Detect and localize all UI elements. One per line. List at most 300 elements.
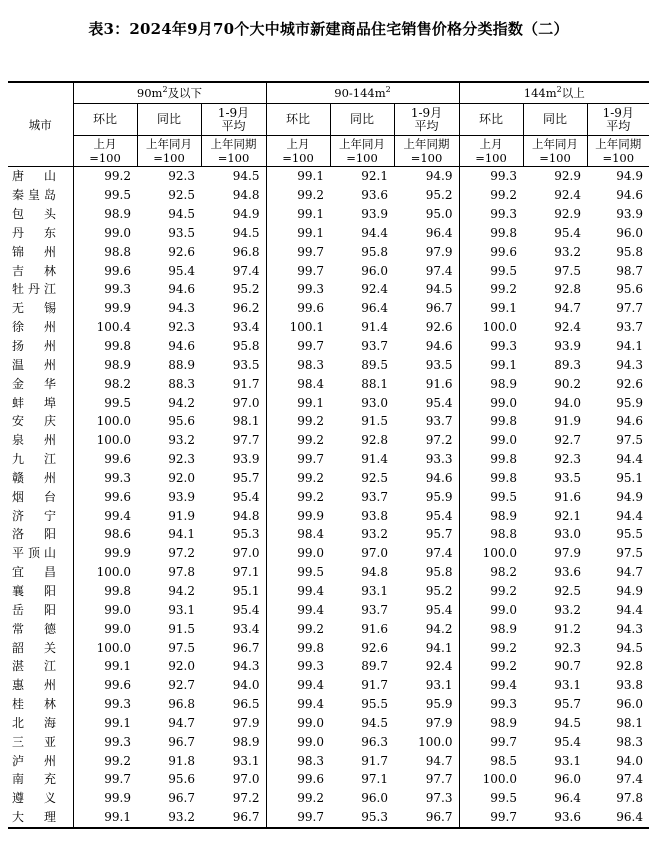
value-cell: 94.9 xyxy=(616,583,643,598)
value-cell: 97.9 xyxy=(554,546,581,561)
value-cell: 97.5 xyxy=(616,433,643,448)
value-cell: 94.7 xyxy=(425,753,453,768)
value-cell: 94.1 xyxy=(616,339,643,354)
value-cell: 99.3 xyxy=(73,469,137,488)
value-cell: 99.3 xyxy=(459,695,523,714)
value-cell: 99.4 xyxy=(266,676,330,695)
value-cell: 98.9 xyxy=(459,374,523,393)
value-cell: 98.7 xyxy=(616,263,643,278)
group-header-large: $144m^2$以上 xyxy=(459,82,649,104)
value-cell: 100.0 xyxy=(73,638,137,657)
value-cell: 93.1 xyxy=(168,602,195,617)
city-cell: 九 江 xyxy=(12,452,56,467)
value-cell: 100.0 xyxy=(73,431,137,450)
value-cell: 99.8 xyxy=(459,469,523,488)
table-row xyxy=(8,789,649,808)
value-cell: 99.9 xyxy=(73,299,137,318)
value-cell: 98.9 xyxy=(459,619,523,638)
value-cell: 91.6 xyxy=(554,489,581,504)
value-cell: 99.6 xyxy=(73,450,137,469)
city-cell: 三 亚 xyxy=(12,734,56,749)
value-cell: 100.0 xyxy=(73,563,137,582)
table-row xyxy=(8,732,649,751)
value-cell: 99.2 xyxy=(459,280,523,299)
value-cell: 96.0 xyxy=(361,791,388,806)
city-cell: 秦 皇 岛 xyxy=(12,188,56,203)
value-cell: 99.7 xyxy=(266,242,330,261)
value-cell: 95.6 xyxy=(616,282,643,297)
value-cell: 99.5 xyxy=(459,789,523,808)
value-cell: 96.7 xyxy=(168,791,195,806)
value-cell: 93.9 xyxy=(616,207,643,222)
value-cell: 93.6 xyxy=(554,565,581,580)
table-row xyxy=(8,261,649,280)
value-cell: 99.0 xyxy=(73,224,137,243)
value-cell: 95.9 xyxy=(425,697,453,712)
value-cell: 99.7 xyxy=(266,450,330,469)
value-cell: 93.2 xyxy=(554,244,581,259)
value-cell: 93.5 xyxy=(425,357,453,372)
value-cell: 97.2 xyxy=(232,791,260,806)
city-cell: 温 州 xyxy=(12,357,56,372)
value-cell: 93.1 xyxy=(232,753,260,768)
value-cell: 94.5 xyxy=(616,640,643,655)
value-cell: 96.3 xyxy=(361,734,388,749)
value-cell: 94.9 xyxy=(616,489,643,504)
value-cell: 92.1 xyxy=(361,169,388,184)
value-cell: 93.5 xyxy=(232,357,260,372)
city-cell: 襄 阳 xyxy=(12,583,56,598)
value-cell: 99.9 xyxy=(73,789,137,808)
value-cell: 89.3 xyxy=(554,357,581,372)
value-cell: 97.7 xyxy=(425,772,453,787)
value-cell: 93.6 xyxy=(361,188,388,203)
value-cell: 92.4 xyxy=(554,320,581,335)
value-cell: 94.2 xyxy=(425,621,453,636)
value-cell: 99.2 xyxy=(459,638,523,657)
value-cell: 99.3 xyxy=(73,695,137,714)
value-cell: 94.0 xyxy=(616,753,643,768)
value-cell: 92.5 xyxy=(361,470,388,485)
metric-header: 1-9月 平均 xyxy=(201,104,266,136)
value-cell: 99.9 xyxy=(73,544,137,563)
city-cell: 包 头 xyxy=(12,207,56,222)
table-title: 表3：2024年9月70个大中城市新建商品住宅销售价格分类指数（二） xyxy=(88,20,569,38)
value-cell: 99.8 xyxy=(459,412,523,431)
value-cell: 95.6 xyxy=(168,414,195,429)
value-cell: 99.2 xyxy=(459,582,523,601)
value-cell: 99.0 xyxy=(266,732,330,751)
table-row xyxy=(8,487,649,506)
value-cell: 100.1 xyxy=(266,318,330,337)
value-cell: 96.4 xyxy=(425,225,453,240)
value-cell: 99.1 xyxy=(266,393,330,412)
value-cell: 91.2 xyxy=(554,621,581,636)
value-cell: 99.0 xyxy=(266,713,330,732)
value-cell: 94.5 xyxy=(554,715,581,730)
table-row xyxy=(8,676,649,695)
value-cell: 94.6 xyxy=(168,282,195,297)
value-cell: 97.0 xyxy=(232,395,260,410)
value-cell: 97.3 xyxy=(425,791,453,806)
value-cell: 94.3 xyxy=(616,357,643,372)
value-cell: 92.9 xyxy=(554,207,581,222)
value-cell: 95.4 xyxy=(232,602,260,617)
value-cell: 99.4 xyxy=(73,506,137,525)
value-cell: 98.8 xyxy=(73,242,137,261)
value-cell: 98.3 xyxy=(266,355,330,374)
value-cell: 97.0 xyxy=(232,546,260,561)
value-cell: 94.7 xyxy=(616,565,643,580)
value-cell: 92.3 xyxy=(554,640,581,655)
city-column-header: 城市 xyxy=(28,117,52,132)
value-cell: 99.0 xyxy=(459,393,523,412)
value-cell: 93.7 xyxy=(361,602,388,617)
value-cell: 94.0 xyxy=(232,678,260,693)
value-cell: 93.1 xyxy=(361,583,388,598)
value-cell: 93.2 xyxy=(168,810,195,825)
value-cell: 95.4 xyxy=(554,225,581,240)
value-cell: 94.0 xyxy=(554,395,581,410)
value-cell: 88.1 xyxy=(361,376,388,391)
value-cell: 93.9 xyxy=(554,339,581,354)
value-cell: 96.7 xyxy=(232,810,260,825)
city-cell: 南 充 xyxy=(12,772,56,787)
city-cell: 安 庆 xyxy=(12,414,56,429)
value-cell: 97.5 xyxy=(554,263,581,278)
value-cell: 95.7 xyxy=(554,697,581,712)
city-cell: 湛 江 xyxy=(12,659,56,674)
city-cell: 遵 义 xyxy=(12,791,56,806)
value-cell: 96.8 xyxy=(232,244,260,259)
value-cell: 93.3 xyxy=(425,452,453,467)
city-cell: 扬 州 xyxy=(12,339,56,354)
value-cell: 92.8 xyxy=(554,282,581,297)
table-row xyxy=(8,638,649,657)
value-cell: 93.2 xyxy=(554,602,581,617)
group-header-medium: $90-144m^2$ xyxy=(266,82,459,104)
value-cell: 99.1 xyxy=(459,355,523,374)
base-header: 上月 =100 xyxy=(459,136,523,167)
table-header xyxy=(8,82,649,167)
value-cell: 99.9 xyxy=(266,506,330,525)
value-cell: 99.7 xyxy=(459,808,523,828)
value-cell: 93.1 xyxy=(554,753,581,768)
value-cell: 97.1 xyxy=(232,565,260,580)
value-cell: 91.8 xyxy=(168,753,195,768)
value-cell: 99.2 xyxy=(266,789,330,808)
value-cell: 99.2 xyxy=(266,431,330,450)
value-cell: 93.5 xyxy=(554,470,581,485)
value-cell: 99.0 xyxy=(459,600,523,619)
value-cell: 94.2 xyxy=(168,583,195,598)
value-cell: 95.1 xyxy=(232,583,260,598)
value-cell: 94.1 xyxy=(425,640,453,655)
value-cell: 99.7 xyxy=(266,808,330,828)
value-cell: 99.3 xyxy=(266,280,330,299)
value-cell: 99.5 xyxy=(266,563,330,582)
value-cell: 98.9 xyxy=(73,355,137,374)
value-cell: 96.4 xyxy=(361,301,388,316)
value-cell: 91.7 xyxy=(361,678,388,693)
value-cell: 99.2 xyxy=(459,186,523,205)
value-cell: 96.7 xyxy=(425,301,453,316)
value-cell: 95.7 xyxy=(425,527,453,542)
value-cell: 94.5 xyxy=(361,715,388,730)
table-row xyxy=(8,751,649,770)
value-cell: 91.9 xyxy=(554,414,581,429)
value-cell: 100.0 xyxy=(459,318,523,337)
value-cell: 98.4 xyxy=(266,525,330,544)
value-cell: 98.5 xyxy=(459,751,523,770)
value-cell: 98.9 xyxy=(459,713,523,732)
value-cell: 92.3 xyxy=(554,452,581,467)
value-cell: 97.9 xyxy=(425,244,453,259)
city-cell: 常 德 xyxy=(12,621,56,636)
value-cell: 91.6 xyxy=(361,621,388,636)
value-cell: 99.2 xyxy=(266,487,330,506)
city-cell: 丹 东 xyxy=(12,225,56,240)
value-cell: 99.3 xyxy=(266,657,330,676)
value-cell: 97.4 xyxy=(425,546,453,561)
value-cell: 96.0 xyxy=(554,772,581,787)
value-cell: 94.4 xyxy=(616,452,643,467)
value-cell: 93.7 xyxy=(616,320,643,335)
value-cell: 93.2 xyxy=(361,527,388,542)
value-cell: 99.2 xyxy=(73,751,137,770)
value-cell: 99.1 xyxy=(73,713,137,732)
value-cell: 95.4 xyxy=(425,508,453,523)
value-cell: 94.5 xyxy=(232,225,260,240)
city-cell: 无 锡 xyxy=(12,301,56,316)
value-cell: 99.5 xyxy=(73,186,137,205)
value-cell: 95.9 xyxy=(425,489,453,504)
value-cell: 92.8 xyxy=(616,659,643,674)
value-cell: 97.7 xyxy=(616,301,643,316)
value-cell: 99.1 xyxy=(266,205,330,224)
value-cell: 94.2 xyxy=(168,395,195,410)
value-cell: 90.2 xyxy=(554,376,581,391)
table-row xyxy=(8,525,649,544)
city-cell: 洛 阳 xyxy=(12,527,56,542)
value-cell: 95.6 xyxy=(168,772,195,787)
value-cell: 96.7 xyxy=(232,640,260,655)
value-cell: 94.7 xyxy=(554,301,581,316)
value-cell: 95.4 xyxy=(425,602,453,617)
value-cell: 99.7 xyxy=(73,770,137,789)
value-cell: 98.2 xyxy=(73,374,137,393)
table-row xyxy=(8,393,649,412)
value-cell: 92.0 xyxy=(168,659,195,674)
value-cell: 99.8 xyxy=(73,337,137,356)
table-body xyxy=(8,167,649,828)
table-row xyxy=(8,657,649,676)
table-row xyxy=(8,808,649,828)
value-cell: 98.8 xyxy=(459,525,523,544)
value-cell: 99.0 xyxy=(266,544,330,563)
value-cell: 99.8 xyxy=(73,582,137,601)
value-cell: 95.8 xyxy=(232,339,260,354)
value-cell: 93.2 xyxy=(168,433,195,448)
value-cell: 97.2 xyxy=(168,546,195,561)
value-cell: 91.9 xyxy=(168,508,195,523)
value-cell: 93.7 xyxy=(361,339,388,354)
value-cell: 94.3 xyxy=(168,301,195,316)
value-cell: 91.6 xyxy=(425,376,453,391)
value-cell: 92.5 xyxy=(554,583,581,598)
value-cell: 91.4 xyxy=(361,320,388,335)
value-cell: 99.5 xyxy=(459,487,523,506)
value-cell: 97.8 xyxy=(168,565,195,580)
value-cell: 99.1 xyxy=(73,808,137,828)
value-cell: 98.3 xyxy=(266,751,330,770)
value-cell: 92.6 xyxy=(425,320,453,335)
value-cell: 99.4 xyxy=(266,600,330,619)
group-header-small: $90m^2$及以下 xyxy=(73,82,266,104)
base-header: 上年同月 =100 xyxy=(330,136,394,167)
value-cell: 99.3 xyxy=(459,337,523,356)
value-cell: 95.7 xyxy=(232,470,260,485)
value-cell: 93.7 xyxy=(361,489,388,504)
value-cell: 96.7 xyxy=(425,810,453,825)
value-cell: 98.4 xyxy=(266,374,330,393)
table-row xyxy=(8,450,649,469)
value-cell: 94.8 xyxy=(232,508,260,523)
value-cell: 94.6 xyxy=(616,188,643,203)
value-cell: 100.0 xyxy=(418,734,453,749)
value-cell: 96.8 xyxy=(168,697,195,712)
table-row xyxy=(8,600,649,619)
city-cell: 泸 州 xyxy=(12,753,56,768)
city-cell: 大 理 xyxy=(12,810,56,825)
value-cell: 97.4 xyxy=(425,263,453,278)
value-cell: 92.4 xyxy=(554,188,581,203)
table-row xyxy=(8,337,649,356)
value-cell: 95.8 xyxy=(616,244,643,259)
value-cell: 91.7 xyxy=(361,753,388,768)
value-cell: 93.8 xyxy=(361,508,388,523)
value-cell: 94.3 xyxy=(616,621,643,636)
value-cell: 99.1 xyxy=(459,299,523,318)
value-cell: 92.6 xyxy=(361,640,388,655)
value-cell: 94.4 xyxy=(616,508,643,523)
value-cell: 97.8 xyxy=(616,791,643,806)
value-cell: 99.7 xyxy=(266,337,330,356)
value-cell: 98.9 xyxy=(73,205,137,224)
table-row xyxy=(8,299,649,318)
value-cell: 95.0 xyxy=(425,207,453,222)
value-cell: 99.5 xyxy=(73,393,137,412)
value-cell: 100.0 xyxy=(459,770,523,789)
value-cell: 99.7 xyxy=(266,261,330,280)
table-row xyxy=(8,431,649,450)
value-cell: 93.1 xyxy=(554,678,581,693)
value-cell: 95.4 xyxy=(232,489,260,504)
value-cell: 94.1 xyxy=(168,527,195,542)
value-cell: 99.2 xyxy=(266,412,330,431)
value-cell: 95.2 xyxy=(425,583,453,598)
value-cell: 96.4 xyxy=(616,810,643,825)
value-cell: 99.8 xyxy=(459,450,523,469)
value-cell: 97.7 xyxy=(232,433,260,448)
value-cell: 92.7 xyxy=(168,678,195,693)
value-cell: 89.5 xyxy=(361,357,388,372)
value-cell: 93.9 xyxy=(232,452,260,467)
table-row xyxy=(8,619,649,638)
table-row xyxy=(8,205,649,224)
value-cell: 99.3 xyxy=(73,280,137,299)
base-header: 上年同期 =100 xyxy=(587,136,649,167)
metric-header: 同比 xyxy=(137,104,201,136)
city-cell: 北 海 xyxy=(12,715,56,730)
value-cell: 99.6 xyxy=(73,487,137,506)
value-cell: 99.6 xyxy=(266,299,330,318)
value-cell: 99.6 xyxy=(73,261,137,280)
table-row xyxy=(8,242,649,261)
value-cell: 99.5 xyxy=(459,261,523,280)
value-cell: 95.8 xyxy=(425,565,453,580)
value-cell: 99.4 xyxy=(266,582,330,601)
value-cell: 89.7 xyxy=(361,659,388,674)
value-cell: 94.4 xyxy=(616,602,643,617)
value-cell: 96.0 xyxy=(616,697,643,712)
table-row xyxy=(8,544,649,563)
table-row xyxy=(8,355,649,374)
value-cell: 99.4 xyxy=(459,676,523,695)
value-cell: 95.3 xyxy=(232,527,260,542)
metric-header: 1-9月 平均 xyxy=(587,104,649,136)
value-cell: 95.8 xyxy=(361,244,388,259)
value-cell: 94.8 xyxy=(361,565,388,580)
value-cell: 99.1 xyxy=(266,224,330,243)
value-cell: 99.6 xyxy=(73,676,137,695)
value-cell: 92.4 xyxy=(361,282,388,297)
city-cell: 泉 州 xyxy=(12,433,56,448)
value-cell: 98.9 xyxy=(459,506,523,525)
value-cell: 93.8 xyxy=(616,678,643,693)
value-cell: 92.7 xyxy=(554,433,581,448)
value-cell: 95.2 xyxy=(425,188,453,203)
value-cell: 97.1 xyxy=(361,772,388,787)
value-cell: 99.2 xyxy=(266,186,330,205)
value-cell: 93.9 xyxy=(361,207,388,222)
value-cell: 95.4 xyxy=(425,395,453,410)
value-cell: 97.4 xyxy=(616,772,643,787)
value-cell: 93.4 xyxy=(232,320,260,335)
value-cell: 93.4 xyxy=(232,621,260,636)
value-cell: 88.9 xyxy=(168,357,195,372)
value-cell: 93.9 xyxy=(168,489,195,504)
value-cell: 99.6 xyxy=(459,242,523,261)
city-cell: 唐 山 xyxy=(12,169,56,184)
value-cell: 97.5 xyxy=(168,640,195,655)
value-cell: 90.7 xyxy=(554,659,581,674)
table-row xyxy=(8,186,649,205)
value-cell: 94.6 xyxy=(616,414,643,429)
value-cell: 94.6 xyxy=(425,470,453,485)
value-cell: 99.0 xyxy=(459,431,523,450)
city-cell: 吉 林 xyxy=(12,263,56,278)
value-cell: 92.8 xyxy=(361,433,388,448)
value-cell: 99.2 xyxy=(73,167,137,186)
table-row xyxy=(8,770,649,789)
value-cell: 94.8 xyxy=(232,188,260,203)
table-row xyxy=(8,167,649,186)
value-cell: 93.0 xyxy=(554,527,581,542)
value-cell: 92.3 xyxy=(168,320,195,335)
city-cell: 济 宁 xyxy=(12,508,56,523)
metric-header: 1-9月 平均 xyxy=(394,104,459,136)
